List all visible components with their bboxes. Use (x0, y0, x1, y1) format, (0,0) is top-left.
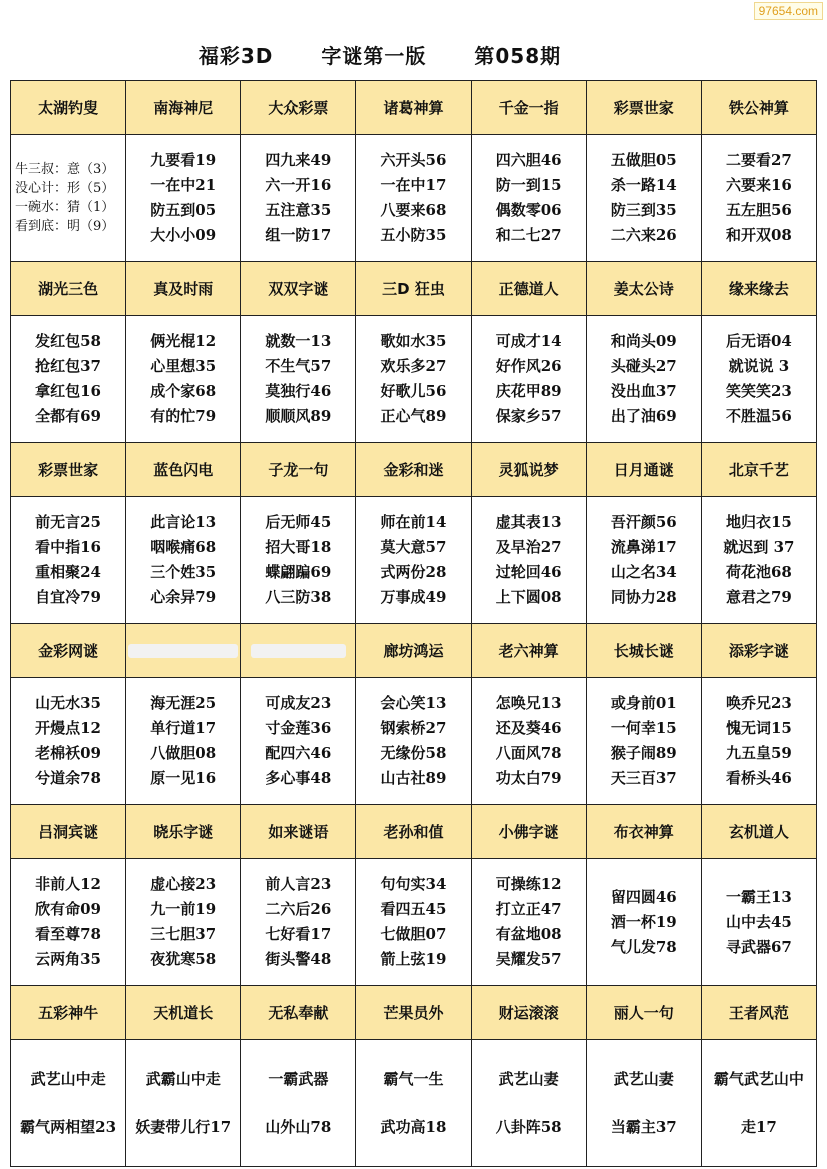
header-row (11, 624, 817, 678)
prediction-line: 自宜冷79 (35, 588, 101, 606)
prediction-line: 看桥头46 (725, 769, 792, 787)
prediction-line: 牛三叔：意（3） (15, 162, 115, 177)
prediction-line: 四六胆46 (495, 151, 562, 169)
prediction-line: 抢红包37 (35, 357, 101, 375)
column-header: 彩票世家 (11, 443, 126, 497)
prediction-cell (126, 859, 241, 986)
prediction-cell (356, 135, 471, 262)
column-header: 姜太公诗 (586, 262, 701, 316)
column-header: 三D 狂虫 (356, 262, 471, 316)
prediction-line: 一碗水：猜（1） (15, 200, 115, 215)
column-header: 晓乐字谜 (126, 805, 241, 859)
prediction-line: 不生气57 (265, 357, 332, 375)
column-header: 廊坊鸿运 (356, 624, 471, 678)
column-header: 诸葛神算 (356, 81, 471, 135)
column-header: 金彩和迷 (356, 443, 471, 497)
prediction-cell (356, 1040, 471, 1167)
prediction-line: 酒一杯19 (610, 912, 677, 931)
prediction-line: 意君之79 (725, 588, 792, 606)
prediction-cell (126, 316, 241, 443)
prediction-line: 后无师45 (265, 513, 332, 531)
prediction-line: 和二七27 (495, 226, 562, 244)
prediction-line: 没心计：形（5） (15, 181, 115, 196)
prediction-cell (11, 497, 126, 624)
prediction-line: 山中去45 (725, 912, 792, 931)
prediction-line: 师在前14 (380, 513, 447, 531)
prediction-cell (126, 678, 241, 805)
prediction-line: 山外山78 (265, 1118, 332, 1136)
prediction-line: 和尚头09 (610, 332, 677, 350)
prediction-cell (586, 316, 701, 443)
title-edition: 字谜第一版 (321, 44, 427, 68)
column-header (126, 624, 241, 678)
redacted-header (128, 644, 238, 658)
column-header: 湖光三色 (11, 262, 126, 316)
prediction-line: 五注意35 (265, 201, 332, 219)
prediction-line: 看至尊78 (35, 925, 101, 943)
prediction-line: 海无涯25 (150, 694, 217, 712)
prediction-line: 打立正47 (495, 900, 562, 918)
prediction-line: 看四五45 (380, 900, 447, 918)
prediction-line: 好作风26 (495, 357, 562, 375)
prediction-line: 欣有命09 (35, 900, 101, 918)
prediction-line: 式两份28 (380, 563, 447, 581)
prediction-line: 多心事48 (265, 769, 332, 787)
prediction-line: 三七胆37 (150, 925, 217, 943)
title-issue: 第058期 (474, 44, 562, 68)
column-header: 丽人一句 (586, 986, 701, 1040)
column-header: 长城长谜 (586, 624, 701, 678)
prediction-line: 五左胆56 (725, 201, 792, 219)
prediction-line: 歌如水35 (380, 332, 447, 350)
column-header: 大众彩票 (241, 81, 356, 135)
prediction-cell (356, 678, 471, 805)
prediction-row (11, 135, 817, 262)
prediction-line: 八卦阵58 (495, 1118, 562, 1136)
prediction-line: 兮道余78 (35, 769, 101, 787)
prediction-line: 还及葵46 (495, 719, 562, 737)
prediction-line: 万事成49 (380, 588, 447, 606)
prediction-line: 句句实34 (380, 875, 447, 893)
prediction-line: 防三到35 (610, 201, 677, 219)
prediction-line: 武艺山中走 (30, 1070, 106, 1088)
header-row (11, 81, 817, 135)
prediction-cell (471, 135, 586, 262)
prediction-line: 吴耀发57 (495, 950, 562, 968)
prediction-line: 霸气两相望23 (20, 1118, 116, 1136)
prediction-line: 全都有69 (35, 407, 101, 425)
prediction-line: 心里想35 (150, 357, 217, 375)
prediction-line: 就说说 3 (728, 357, 790, 375)
prediction-line: 重相聚24 (35, 563, 101, 581)
prediction-line: 会心笑13 (380, 694, 447, 712)
prediction-line: 虚心接23 (150, 875, 217, 893)
prediction-line: 和开双08 (725, 226, 792, 244)
prediction-line: 防一到15 (495, 176, 562, 194)
prediction-line: 唤乔兄23 (725, 694, 792, 712)
prediction-line: 八三防38 (265, 588, 332, 606)
prediction-line: 开熳点12 (35, 719, 101, 737)
prediction-line: 街头警48 (265, 950, 332, 968)
column-header: 缘来缘去 (701, 262, 816, 316)
prediction-cell (586, 859, 701, 986)
prediction-cell (471, 1040, 586, 1167)
prediction-line: 非前人12 (35, 875, 101, 893)
prediction-line: 六开头56 (380, 151, 447, 169)
prediction-line: 八做胆08 (150, 744, 217, 762)
prediction-line: 七做胆07 (380, 925, 447, 943)
column-header: 吕洞宾谜 (11, 805, 126, 859)
page-title (0, 40, 760, 69)
column-header: 铁公神算 (701, 81, 816, 135)
prediction-line: 霸气武艺山中 (713, 1070, 804, 1088)
prediction-line: 九要看19 (150, 151, 217, 169)
prediction-cell (241, 1040, 356, 1167)
prediction-cell (241, 497, 356, 624)
column-header: 子龙一句 (241, 443, 356, 497)
prediction-line: 前无言25 (35, 513, 101, 531)
prediction-line: 可成才14 (495, 332, 562, 350)
prediction-line: 就数一13 (265, 332, 332, 350)
prediction-line: 杀一路14 (610, 176, 677, 194)
prediction-line: 一何幸15 (610, 719, 677, 737)
prediction-line: 原一见16 (150, 769, 217, 787)
prediction-cell (11, 135, 126, 262)
prediction-line: 过轮回46 (495, 563, 562, 581)
prediction-line: 六一开16 (265, 176, 332, 194)
prediction-line: 可成友23 (265, 694, 332, 712)
prediction-line: 出了油69 (610, 407, 677, 425)
prediction-cell (241, 859, 356, 986)
prediction-cell (471, 859, 586, 986)
redacted-header (251, 644, 346, 658)
prediction-cell (586, 678, 701, 805)
prediction-line: 武艺山妻 (498, 1070, 559, 1088)
prediction-line: 猴子闹89 (610, 744, 677, 762)
column-header: 老孙和值 (356, 805, 471, 859)
column-header: 北京千艺 (701, 443, 816, 497)
column-header: 灵狐说梦 (471, 443, 586, 497)
prediction-line: 招大哥18 (265, 538, 332, 556)
prediction-line: 一在中17 (380, 176, 447, 194)
prediction-line: 武霸山中走 (145, 1070, 221, 1088)
prediction-line: 虚其表13 (495, 513, 562, 531)
column-header: 五彩神牛 (11, 986, 126, 1040)
prediction-line: 流鼻涕17 (610, 538, 677, 556)
prediction-line: 就迟到 37 (723, 538, 795, 556)
prediction-line: 功太白79 (495, 769, 562, 787)
prediction-line: 五做胆05 (610, 151, 677, 169)
prediction-line: 及早治27 (495, 538, 562, 556)
header-row (11, 262, 817, 316)
prediction-line: 六要来16 (725, 176, 792, 194)
header-row (11, 986, 817, 1040)
column-header (241, 624, 356, 678)
column-header: 王者风范 (701, 986, 816, 1040)
prediction-line: 发红包58 (35, 332, 101, 350)
prediction-line: 或身前01 (610, 694, 677, 712)
prediction-cell (701, 135, 816, 262)
prediction-line: 武艺山妻 (613, 1070, 674, 1088)
column-header: 添彩字谜 (701, 624, 816, 678)
prediction-line: 箭上弦19 (380, 950, 447, 968)
column-header: 蓝色闪电 (126, 443, 241, 497)
prediction-cell (126, 497, 241, 624)
prediction-line: 拿红包16 (35, 382, 101, 400)
site-watermark: 97654.com (754, 2, 823, 20)
prediction-row (11, 497, 817, 624)
prediction-cell (356, 859, 471, 986)
column-header: 双双字谜 (241, 262, 356, 316)
prediction-cell (241, 135, 356, 262)
column-header: 天机道长 (126, 986, 241, 1040)
prediction-line: 九五皇59 (725, 744, 792, 762)
prediction-cell (241, 678, 356, 805)
prediction-cell (471, 497, 586, 624)
prediction-line: 后无语04 (725, 332, 792, 350)
prediction-line: 二六后26 (265, 900, 332, 918)
prediction-line: 留四圆46 (610, 887, 677, 906)
prediction-line: 此言论13 (150, 513, 217, 531)
prediction-line: 一在中21 (150, 176, 217, 194)
column-header: 太湖钓叟 (11, 81, 126, 135)
header-row (11, 805, 817, 859)
prediction-line: 顺顺风89 (265, 407, 332, 425)
prediction-line: 二要看27 (725, 151, 792, 169)
column-header: 彩票世家 (586, 81, 701, 135)
prediction-line: 二六来26 (610, 226, 677, 244)
column-header: 如来谜语 (241, 805, 356, 859)
prediction-line: 莫独行46 (265, 382, 332, 400)
prediction-line: 看中指16 (35, 538, 101, 556)
prediction-line: 三个姓35 (150, 563, 217, 581)
prediction-line: 五小防35 (380, 226, 447, 244)
prediction-line: 云两角35 (35, 950, 101, 968)
prediction-line: 心余异79 (150, 588, 217, 606)
prediction-cell (356, 497, 471, 624)
prediction-line: 天三百37 (610, 769, 677, 787)
prediction-line: 夜犹寒58 (150, 950, 217, 968)
prediction-line: 配四六46 (265, 744, 332, 762)
prediction-line: 笑笑笑23 (725, 382, 792, 400)
prediction-line: 好歌儿56 (380, 382, 447, 400)
prediction-cell (11, 859, 126, 986)
prediction-cell (586, 135, 701, 262)
column-header: 芒果员外 (356, 986, 471, 1040)
prediction-row (11, 1040, 817, 1167)
prediction-row (11, 678, 817, 805)
prediction-line: 组一防17 (265, 226, 332, 244)
prediction-line: 走17 (740, 1118, 777, 1136)
column-header: 千金一指 (471, 81, 586, 135)
column-header: 布衣神算 (586, 805, 701, 859)
prediction-cell (126, 1040, 241, 1167)
prediction-cell (11, 678, 126, 805)
prediction-line: 成个家68 (150, 382, 217, 400)
prediction-line: 前人言23 (265, 875, 332, 893)
prediction-line: 蝶翩蹁69 (265, 563, 332, 581)
prediction-line: 一霸武器 (268, 1070, 329, 1088)
prediction-cell (701, 1040, 816, 1167)
column-header: 真及时雨 (126, 262, 241, 316)
prediction-line: 没出血37 (610, 382, 677, 400)
prediction-line: 吾汗颜56 (610, 513, 677, 531)
prediction-line: 上下圆08 (495, 588, 562, 606)
prediction-line: 武功高18 (380, 1118, 447, 1136)
prediction-line: 霸气一生 (383, 1070, 444, 1088)
prediction-cell (701, 316, 816, 443)
prediction-line: 寻武器67 (725, 937, 792, 956)
prediction-line: 保家乡57 (495, 407, 562, 425)
prediction-line: 咽喉痛68 (150, 538, 217, 556)
prediction-cell (701, 497, 816, 624)
prediction-row (11, 316, 817, 443)
prediction-line: 有的忙79 (150, 407, 217, 425)
prediction-line: 无缘份58 (380, 744, 447, 762)
prediction-cell (356, 316, 471, 443)
prediction-line: 气儿发78 (610, 937, 677, 956)
column-header: 无私奉献 (241, 986, 356, 1040)
prediction-cell (471, 678, 586, 805)
prediction-line: 欢乐多27 (380, 357, 447, 375)
prediction-line: 当霸主37 (610, 1118, 677, 1136)
column-header: 正德道人 (471, 262, 586, 316)
prediction-line: 不胜温56 (725, 407, 792, 425)
column-header: 老六神算 (471, 624, 586, 678)
prediction-line: 钢索桥27 (380, 719, 447, 737)
prediction-line: 八要来68 (380, 201, 447, 219)
prediction-line: 可操练12 (495, 875, 562, 893)
prediction-line: 同协力28 (610, 588, 677, 606)
column-header: 小佛字谜 (471, 805, 586, 859)
column-header: 日月通谜 (586, 443, 701, 497)
prediction-line: 荷花池68 (725, 563, 792, 581)
column-header: 南海神尼 (126, 81, 241, 135)
column-header: 财运滚滚 (471, 986, 586, 1040)
prediction-line: 俩光棍12 (150, 332, 217, 350)
prediction-line: 九一前19 (150, 900, 217, 918)
prediction-line: 八面风78 (495, 744, 562, 762)
prediction-line: 七好看17 (265, 925, 332, 943)
prediction-cell (11, 1040, 126, 1167)
prediction-line: 寸金莲36 (265, 719, 332, 737)
prediction-line: 老棉袄09 (35, 744, 101, 762)
prediction-line: 山无水35 (35, 694, 101, 712)
prediction-line: 正心气89 (380, 407, 447, 425)
prediction-line: 偶数零06 (495, 201, 562, 219)
prediction-line: 大小小09 (150, 226, 217, 244)
prediction-line: 莫大意57 (380, 538, 447, 556)
prediction-cell (701, 678, 816, 805)
prediction-line: 愧无词15 (725, 719, 792, 737)
column-header: 金彩网谜 (11, 624, 126, 678)
prediction-cell (701, 859, 816, 986)
column-header: 玄机道人 (701, 805, 816, 859)
riddle-table (10, 80, 817, 1167)
prediction-row (11, 859, 817, 986)
prediction-line: 防五到05 (150, 201, 217, 219)
prediction-line: 一霸王13 (725, 887, 792, 906)
prediction-cell (471, 316, 586, 443)
header-row (11, 443, 817, 497)
title-lottery: 福彩3D (198, 44, 274, 68)
prediction-line: 怎唤兄13 (495, 694, 562, 712)
prediction-cell (241, 316, 356, 443)
prediction-line: 单行道17 (150, 719, 217, 737)
prediction-line: 有盆地08 (495, 925, 562, 943)
prediction-line: 妖妻带儿行17 (135, 1118, 232, 1136)
prediction-line: 地归衣15 (725, 513, 792, 531)
prediction-line: 四九来49 (265, 151, 332, 169)
prediction-cell (11, 316, 126, 443)
prediction-cell (586, 1040, 701, 1167)
prediction-line: 山古社89 (380, 769, 447, 787)
prediction-line: 庆花甲89 (495, 382, 562, 400)
prediction-line: 看到底：明（9） (15, 219, 115, 234)
prediction-line: 头碰头27 (610, 357, 677, 375)
prediction-cell (586, 497, 701, 624)
prediction-line: 山之名34 (610, 563, 677, 581)
prediction-cell (126, 135, 241, 262)
